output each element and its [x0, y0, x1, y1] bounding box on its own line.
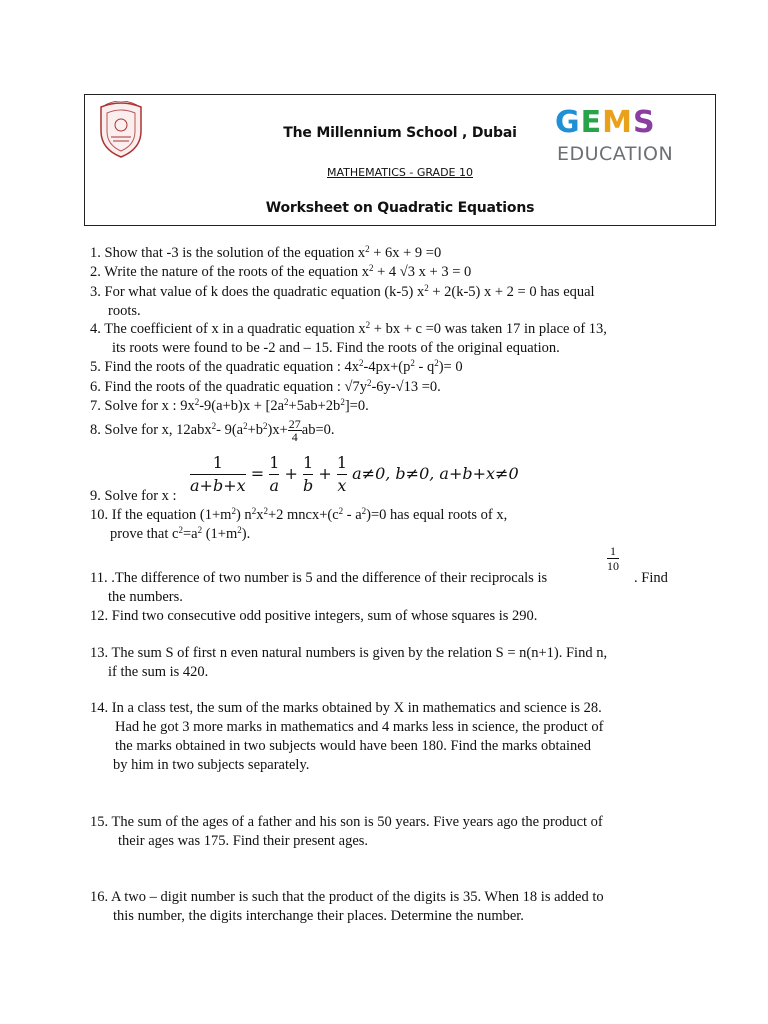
school-name: The Millennium School , Dubai	[283, 125, 517, 141]
gems-education-logo	[555, 105, 685, 167]
worksheet-title: Worksheet on Quadratic Equations	[265, 200, 535, 216]
question-10-continued: prove that $c^2=a^2$ $(1+m^2)$.	[110, 525, 251, 542]
question-3-continued: roots.	[108, 303, 141, 319]
question-5: 5. Find the roots of the quadratic equation : $4x^2-4px+(p^2 - q^2)= 0$	[90, 358, 463, 375]
question-16: 16. A two – digit number is such that the product of the digits is 35. When 18 is added to	[90, 889, 604, 905]
gems-logo-word: GEMS	[555, 105, 656, 140]
question-3: 3. For what value of k does the quadratic equation (k-5) $x^2 + 2(k-5) x + 2 = 0$ has equal	[90, 283, 595, 300]
question-15-continued: their ages was 175. Find their present ages.	[118, 833, 369, 849]
question-13: 13. The sum S of first n even natural numbers is given by the relation S = n(n+1). Find n,	[90, 645, 608, 661]
question-14: 14. In a class test, the sum of the marks obtained by X in mathematics and science is 28.	[90, 700, 602, 716]
question-13-continued: if the sum is 420.	[108, 664, 209, 680]
question-9-equation: $\frac{1}{a+b+x}$ = $\frac{1}{a}$ + $\frac{1}{b}$ + $\frac{1}{x}$ a≠0, b≠0, a+b+x≠0	[190, 453, 519, 495]
question-2: 2. Write the nature of the roots of the equation $x^2 + 4$ √3 x + 3 = 0	[90, 263, 472, 280]
education-logo-text: EDUCATION	[557, 143, 674, 165]
question-11-tail: . Find	[634, 570, 668, 586]
question-14-continued-1: Had he got 3 more marks in mathematics and 4 marks less in science, the product of	[115, 719, 604, 735]
question-10: 10. If the equation $(1+m^2)$ $n^2x^2+2$ $mncx+(c^2 - a^2)=0$ has equal roots of x,	[90, 506, 508, 523]
question-8: 8. Solve for x, 12abx$^2$- $9(a^2+b^2)x+$ $\frac{27}{4}$ ab=0.	[90, 417, 335, 444]
question-14-continued-3: by him in two subjects separately.	[113, 757, 310, 773]
question-9: 9. Solve for x :	[90, 488, 177, 504]
question-14-continued-2: the marks obtained in two subjects would have been 180. Find the marks obtained	[115, 738, 591, 754]
question-11: 11. .The difference of two number is 5 and the difference of their reciprocals is	[90, 570, 548, 586]
worksheet-header	[84, 94, 716, 226]
subject-grade: MATHEMATICS - GRADE 10	[326, 166, 473, 179]
question-16-continued: this number, the digits interchange their places. Determine the number.	[113, 908, 524, 924]
question-11-continued: the numbers.	[108, 589, 183, 605]
fraction-27-over-4: $\frac{27}{4}$	[288, 417, 301, 444]
question-4: 4. The coefficient of x in a quadratic equation $x^2$ + bx + c =0 was taken 17 in place of 13,	[90, 320, 607, 337]
question-1: 1. Show that -3 is the solution of the equation $x^2 + 6x + 9 =0$	[90, 244, 442, 261]
question-7: 7. Solve for x : $9x^2-9(a+b)x + [2a^2+5ab+2b^2]=0$.	[90, 397, 369, 414]
question-4-continued: its roots were found to be -2 and – 15. Find the roots of the original equation.	[112, 340, 560, 356]
question-12: 12. Find two consecutive odd positive integers, sum of whose squares is 290.	[90, 608, 538, 624]
question-15: 15. The sum of the ages of a father and his son is 50 years. Five years ago the product of	[90, 814, 603, 830]
fraction-1-over-10: $\frac{1}{10}$	[607, 544, 619, 573]
question-6: 6. Find the roots of the quadratic equation : $√7y^2-6y-√13 =0$.	[90, 378, 441, 395]
